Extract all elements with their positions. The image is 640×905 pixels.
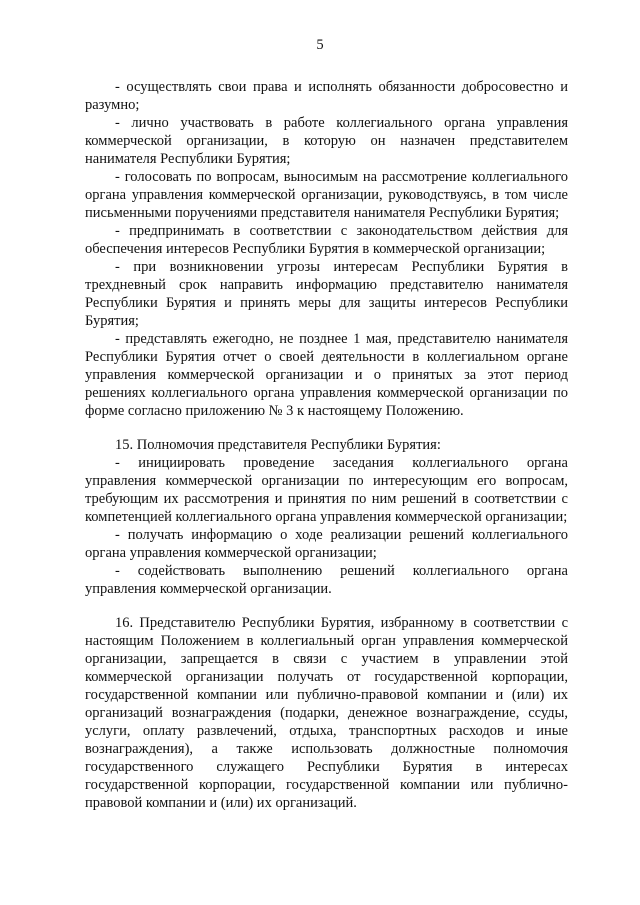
document-body (85, 78, 568, 812)
list-item-duty-good-faith: - осуществлять свои права и исполнять обязанности добросовестно и разумно; (85, 79, 568, 113)
section-gap (85, 420, 568, 436)
list-item-power-information: - получать информацию о ходе реализации решений коллегиального органа управления коммерческой организации; (85, 527, 568, 561)
section-heading-15: 15. Полномочия представителя Республики Бурятия: (115, 437, 441, 453)
list-item-duty-participate: - лично участвовать в работе коллегиального органа управления коммерческой организации, в которую он назначен представителем нанимателя Республики Бурятия; (85, 115, 568, 167)
list-item-duty-protect-interests: - предпринимать в соответствии с законодательством действия для обеспечения интересов Республики Бурятия в коммерческой организации; (85, 223, 568, 257)
page-number: 5 (316, 37, 324, 53)
section-16-text: 16. Представителю Республики Бурятия, избранному в соответствии с настоящим Положением в коллегиальный орган управления коммерческой организации, запрещается в связи с участием в управлении этой коммерческой организации получать от государственной корпорации, государственной компании или публично-правовой компании и (или) их организаций вознаграждения (подарки, денежное вознаграждение, ссуды, услуги, оплату развлечений, отдыха, транспортных расходов и иные вознаграждения), а также использовать должностные полномочия государственного служащего Республики Бурятия в интересах государственной корпорации, государственной компании или публично-правовой компании и (или) их организаций. (85, 615, 568, 811)
list-item-power-assist: - содействовать выполнению решений коллегиального органа управления коммерческой организации. (85, 563, 568, 597)
list-item-duty-report-threat: - при возникновении угрозы интересам Республики Бурятия в трехдневный срок направить информацию представителю нанимателя Республики Бурятия и принять меры для защиты интересов Республики Бурятия; (85, 259, 568, 329)
list-item-duty-annual-report: - представлять ежегодно, не позднее 1 мая, представителю нанимателя Республики Бурятия отчет о своей деятельности в коллегиальном органе управления коммерческой организации и о принятых за этот период решениях коллегиального органа управления коммерческой организации по форме согласно приложению № 3 к настоящему Положению. (85, 331, 568, 419)
section-gap (85, 598, 568, 614)
list-item-duty-vote: - голосовать по вопросам, выносимым на рассмотрение коллегиального органа управления коммерческой организации, руководствуясь, в том числе письменными поручениями представителя нанимателя Республики Бурятия; (85, 169, 568, 221)
list-item-power-initiate: - инициировать проведение заседания коллегиального органа управления коммерческой организации по интересующим его вопросам, требующим их рассмотрения и принятия по ним решений в соответствии с компетенцией коллегиального органа управления коммерческой организации; (85, 455, 568, 525)
